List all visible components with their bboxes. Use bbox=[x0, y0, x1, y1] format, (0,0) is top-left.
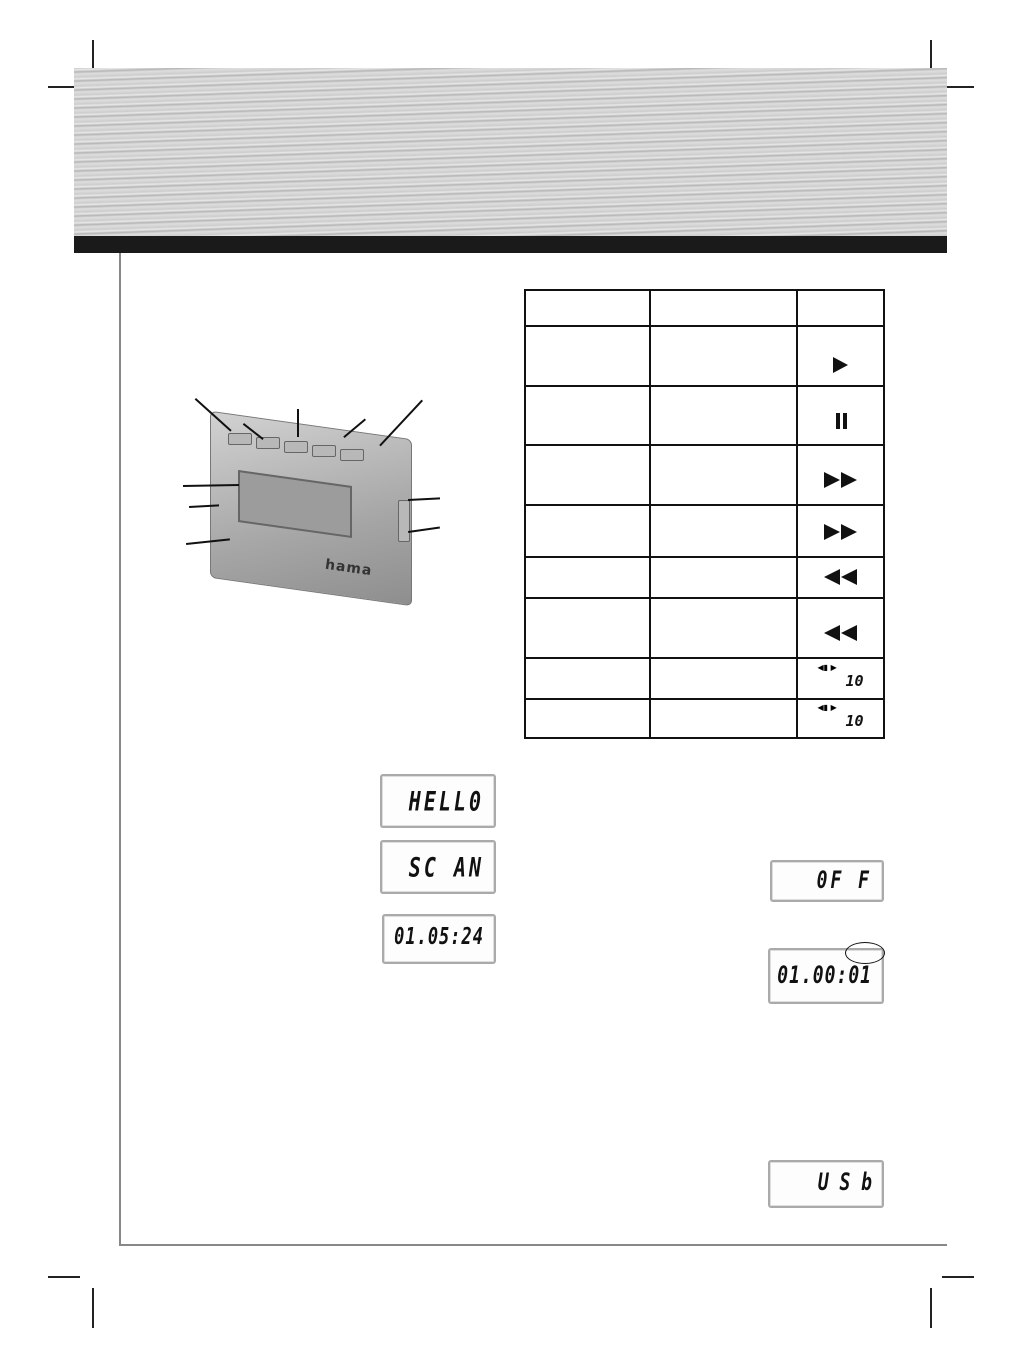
volume-display-icon: ◀▮ ▶ 10 bbox=[817, 702, 864, 730]
lcd-text: 01.00:01 bbox=[777, 961, 872, 990]
page-frame-left bbox=[119, 253, 121, 1245]
table-cell bbox=[650, 386, 797, 445]
table-cell bbox=[797, 598, 884, 658]
table-header-row bbox=[525, 290, 884, 326]
table-cell bbox=[650, 445, 797, 505]
table-cell bbox=[797, 386, 884, 445]
table-cell bbox=[525, 505, 650, 557]
pause-icon bbox=[834, 413, 848, 429]
table-row bbox=[525, 557, 884, 598]
table-cell bbox=[650, 699, 797, 738]
table-cell bbox=[797, 658, 884, 699]
table-cell bbox=[650, 326, 797, 386]
lcd-display-hello bbox=[380, 774, 496, 828]
table-row bbox=[525, 598, 884, 658]
device-button bbox=[228, 433, 252, 445]
crop-mark bbox=[942, 1276, 974, 1278]
table-cell bbox=[525, 699, 650, 738]
rewind-icon bbox=[824, 625, 858, 641]
play-icon bbox=[833, 357, 848, 373]
lcd-text: 01.05:24 bbox=[394, 923, 484, 951]
lcd-display-scan bbox=[380, 840, 496, 894]
highlight-circle bbox=[845, 942, 885, 964]
fast-forward-icon bbox=[824, 524, 858, 540]
table-header-cell bbox=[797, 290, 884, 326]
table-cell bbox=[525, 557, 650, 598]
table-cell bbox=[525, 658, 650, 699]
table-cell bbox=[797, 557, 884, 598]
lcd-display-time bbox=[382, 914, 496, 964]
device-logo: hama bbox=[324, 556, 374, 580]
table-cell bbox=[525, 326, 650, 386]
device-side-button bbox=[398, 500, 410, 542]
table-row bbox=[525, 699, 884, 738]
table-row bbox=[525, 505, 884, 557]
lcd-text: HELL0 bbox=[408, 784, 484, 818]
volume-display-icon: ◀▮ ▶ 10 bbox=[817, 662, 864, 690]
table-cell bbox=[650, 658, 797, 699]
device-button bbox=[256, 437, 280, 449]
lcd-text: 0F F bbox=[816, 866, 872, 895]
table-row bbox=[525, 386, 884, 445]
table-row bbox=[525, 658, 884, 699]
function-table bbox=[524, 289, 885, 739]
lcd-display-off bbox=[770, 860, 884, 902]
volume-value: 10 bbox=[845, 671, 864, 690]
page-frame-bottom bbox=[119, 1244, 947, 1246]
device-button bbox=[284, 441, 308, 453]
crop-mark bbox=[930, 1288, 932, 1328]
crop-mark bbox=[92, 1288, 94, 1328]
brushed-metal-banner bbox=[74, 68, 947, 236]
table-cell bbox=[797, 326, 884, 386]
banner-bar bbox=[74, 236, 947, 253]
table-cell bbox=[525, 445, 650, 505]
table-cell bbox=[797, 505, 884, 557]
crop-mark bbox=[48, 1276, 80, 1278]
callout-line bbox=[408, 497, 440, 500]
device-button bbox=[312, 445, 336, 457]
fast-forward-icon bbox=[824, 472, 858, 488]
table-cell bbox=[525, 598, 650, 658]
table-cell bbox=[650, 598, 797, 658]
table-row bbox=[525, 326, 884, 386]
callout-line bbox=[408, 527, 440, 533]
table-row bbox=[525, 445, 884, 505]
callout-line bbox=[298, 409, 300, 437]
lcd-text: U S b bbox=[817, 1168, 872, 1197]
device-button bbox=[340, 449, 364, 461]
table-header-cell bbox=[525, 290, 650, 326]
lcd-text: SC AN bbox=[408, 850, 484, 884]
table-header-cell bbox=[650, 290, 797, 326]
table-cell bbox=[797, 445, 884, 505]
table-cell bbox=[525, 386, 650, 445]
volume-value: 10 bbox=[845, 711, 864, 730]
table-cell bbox=[650, 557, 797, 598]
table-cell bbox=[797, 699, 884, 738]
rewind-icon bbox=[824, 569, 858, 585]
lcd-display-usb bbox=[768, 1160, 884, 1208]
table-cell bbox=[650, 505, 797, 557]
